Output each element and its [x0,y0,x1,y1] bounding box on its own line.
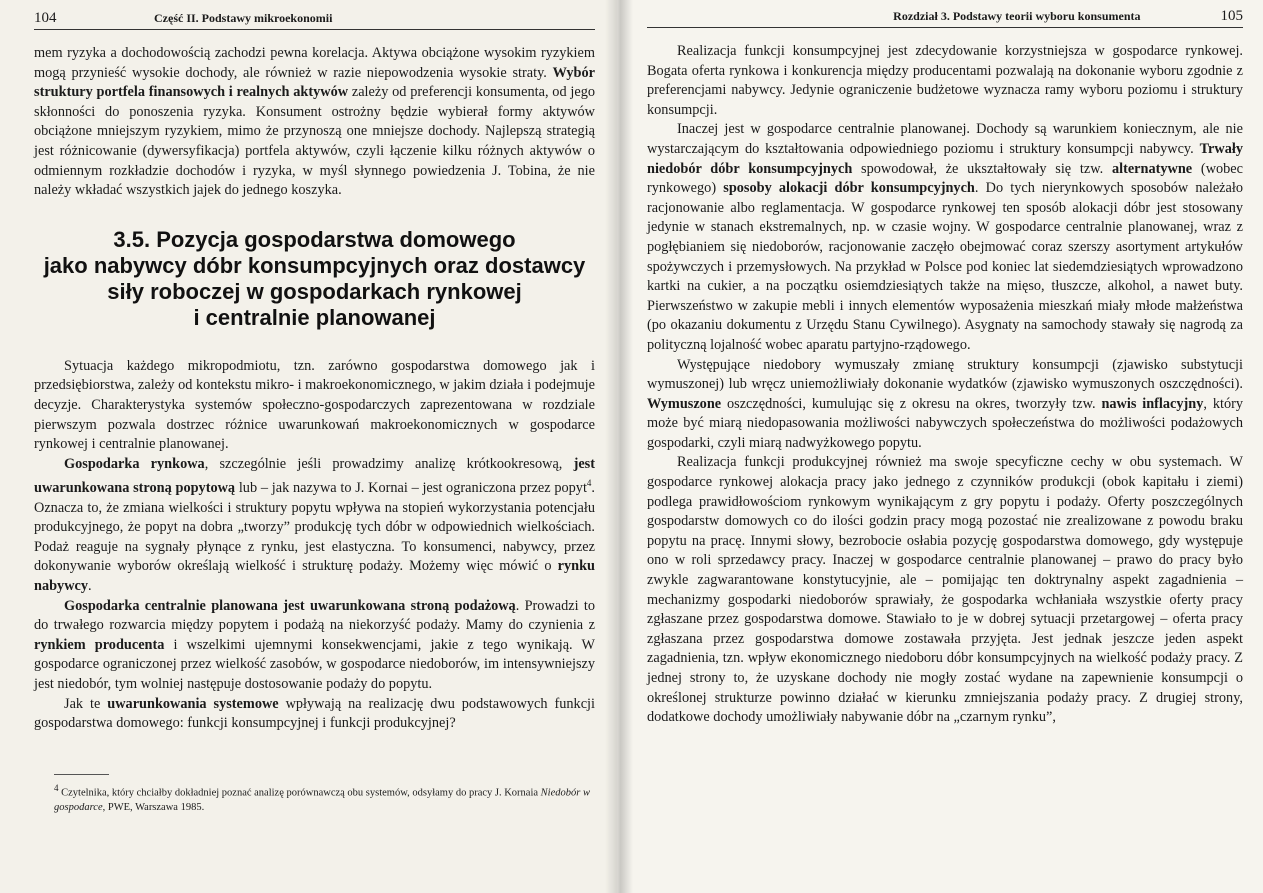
paragraph [34,597,595,695]
bold-term: rynkiem producenta [34,636,165,653]
paragraph [34,695,595,734]
bold-term: Gospodarka centralnie planowana jest uwarunkowana stroną podażową [64,597,516,614]
text-run: Występujące niedobory wymuszały zmianę struktury konsumpcji (zjawisko substytucji wymuszonej) lub wręcz uniemożliwiały dokonanie wydatków (zjawisko wymuszonych oszczędności). [647,356,1243,393]
right-page [617,0,1263,893]
text-run: mem ryzyka a dochodowością zachodzi pewna korelacja. Aktywa obciążone wysokim ryzykiem mogą przynieść wysokie dochody, ale również w razie niepowodzenia wysokie straty. [34,45,595,81]
text-run: . Oznacza to, że zmiana wielkości i struktury popytu wpływa na stopień wykorzystania potencjału produkcyjnego, że popyt na dobra „tworzy” produkcję tych dóbr w odpowiednich wielkościach. Podaż reaguje na sygnały płynące z rynku, jest elastyczna. To konsumenci, nabywcy, przez dokonywanie wyborów określają wielkość i strukturę podaży. Możemy więc mówić o [34,480,595,575]
running-head-title: Rozdział 3. Podstawy teorii wyboru konsumenta [893,9,1141,23]
text-run: , PWE, Warszawa 1985. [102,802,205,814]
text-run: i wszelkimi ujemnymi konsekwencjami, jakie z tego wynikają. W gospodarce ograniczonej przez wielkość zasobów, w gospodarce niedoborów, im intensywniejszy jest niedobór, tym wolniej następuje dostosowanie podaży do popytu. [34,636,595,693]
text-run: . Do tych nierynkowych sposobów należało racjonowanie albo reglamentacja. W gospodarce rynkowej ten sposób alokacji dóbr jest stosowany jedynie w stanach ekstremalnych, np. w czasie wojny. W gospodarce centralnie planowanej, wraz z pogłębianiem się niedoborów, racjonowanie zaczęło obejmować coraz szerszy asortyment artykułów spożywczych i przemysłowych. Na przykład w Polsce pod koniec lat siedemdziesiątych wprowadzono kartki na cukier, a na początku osiemdziesiątych także na mięso, tłuszcze, alkohol, a nawet buty. Pierwszeństwo w zakupie mebli i innych elementów wyposażenia mieszkań miały młode małżeństwa (po okazaniu dokumentu z Urzędu Stanu Cywilnego). Asygnaty na samochody stawały się nagrodą za polityczną lojalność wobec aparatu partyjno-rządowego. [647,180,1243,353]
heading-line: jako nabywcy dóbr konsumpcyjnych oraz dostawcy [43,252,586,278]
heading-line: siły roboczej w gospodarkach rynkowej [107,278,522,304]
paragraph [647,42,1243,120]
bold-term: sposoby alokacji dóbr konsumpcyjnych [723,180,975,197]
bold-term: jest uwarunkowana stroną popytową [34,455,596,497]
bold-term: nawis inflacyjny [1101,395,1204,412]
text-run: . Prowadzi to do trwałego rozwarcia między popytem i podażą na niekorzyść podaży. Mamy do czynienia z [34,597,595,634]
text-run: Jak te [64,695,108,712]
text-run: (wobec rynkowego) [647,160,1244,197]
text-run: , szczególnie jeśli prowadzimy analizę krótkookresową, [204,455,574,472]
bold-term: Wymuszone [647,395,722,412]
footnote-ref: 4 [54,782,59,793]
text-run: lub – jak nazywa to J. Kornai – jest ograniczona przez popyt [235,480,587,497]
text-run: Realizacja funkcji produkcyjnej również ma swoje specyficzne cechy w obu systemach. W gospodarce rynkowej alokacja pracy jako jednego z czynników produkcji (obok kapitału i ziemi) podlega prawidłowościom rynkowym wynikającym z gry popytu i podaży. Oferty poszczególnych gospodarstw domowych co do ilości godzin pracy mogą pozostać nie zrealizowane z powodu braku popytu na pracę. Innymi słowy, bezrobocie osłabia pozycję gospodarstwa domowego, gdy występuje ono w roli sprzedawcy pracy. Inaczej w gospodarce centralnie planowanej – prawo do pracy było zwykle zagwarantowane konstytucyjnie, ale – pomijając ten doktrynalny aspekt zagadnienia – mechanizmy gospodarki niedoborów sprawiały, że gospodarka wchłaniała wszystkie oferty pracy zgłaszane przez gospodarstwa domowe. Stawiało to je w dobrej sytuacji przetargowej – oferta pracy zgłaszana przez gospodarstwa domowe zostawała przyjęta. Jest jednak jeszcze jeden aspekt zagadnienia, tzn. wpływ ekonomicznego niedoboru dóbr konsumpcyjnych na wielkość podaży pracy. Z jednej strony to, że uzyskane dochody nie mogły zostać wydane na zapewnienie konsumpcji o określonej strukturze powinno działać w kierunku zmniejszania podaży pracy. Z drugiej strony, dodatkowe dochody umożliwiały nabywanie dóbr na „czarnym rynku”, [647,454,1243,726]
text-run: . [88,578,92,595]
bold-term: Trwały niedobór dóbr konsumpcyjnych [647,140,1243,177]
text-run: wpływają na realizację dwu podstawowych funkcji gospodarstwa domowego: funkcji konsumpcyjnej i funkcji produkcyjnej? [34,695,595,732]
left-page [0,0,617,893]
paragraph [34,455,595,597]
text-run: spowodował, że ukształtowały się tzw. [852,160,1112,177]
text-run: , który może być miarą niedopasowania możliwości nabywczych społeczeństwa do możliwości podażowych gospodarki, czyli miarą nadwyżkowego popytu. [647,395,1244,451]
bold-term: alternatywne [1111,160,1193,177]
bold-term: rynku nabywcy [34,558,595,595]
paragraph [34,44,595,201]
paragraph [647,356,1243,454]
paragraph [34,357,595,455]
bold-term: Gospodarka rynkowa [64,455,205,472]
bold-term: Wybór struktury portfela finansowych i realnych aktywów [34,64,595,101]
footnote [34,781,595,816]
heading-line: 3.5. Pozycja gospodarstwa domowego [113,226,516,252]
book-gutter-shadow [605,0,633,893]
footnote-divider [54,774,109,775]
text-run: Realizacja funkcji konsumpcyjnej jest zdecydowanie korzystniejsza w gospodarce rynkowej. Bogata oferta rynkowa i konkurencja między producentami pozwalają na dokonanie wyboru zgodnie z preferencjami nabywcy. Jedynie ograniczenie budżetowe wyznacza ramy wyboru poziomu i struktury konsumpcji. [647,43,1243,118]
running-head-left [34,10,595,30]
text-run: zależy od preferencji konsumenta, od jego skłonności do ponoszenia ryzyka. Konsument ostrożny będzie wybierał formy aktywów obciążone mniejszym ryzykiem, mimo że przynoszą one mniejsze dochody. Najlepszą strategią jest różnicowanie (dywersyfikacja) portfela aktywów, czyli łączenie kilku różnych aktywów o odmiennym rozkładzie dochodów i ryzyka, w myśl słynnego powiedzenia J. Tobina, że nie należy wkładać wszystkich jajek do jednego koszyka. [34,84,595,199]
section-heading [34,227,595,331]
text-run: oszczędności, kumulując się z okresu na okres, tworzyły tzw. [721,395,1102,412]
page-number: 104 [34,10,57,26]
running-head-right [647,8,1243,28]
paragraph [647,453,1243,727]
bold-term: uwarunkowania systemowe [107,695,279,712]
text-run: Sytuacja każdego mikropodmiotu, tzn. zarówno gospodarstwa domowego jak i przedsiębiorstwa, zależy od kontekstu mikro- i makroekonomicznego, w jakim działa i podejmuje decyzje. Charakterystyka systemów społeczno-gospodarczych zaprezentowana w rozdziale pierwszym pozwala dostrzec różnice uwarunkowań makroekonomicznych w gospodarce rynkowej i centralnie planowanej. [34,357,595,453]
running-head-title: Część II. Podstawy mikroekonomii [154,11,333,25]
footnote-ref: 4 [586,478,592,489]
heading-line: i centralnie planowanej [193,304,436,330]
text-run: Inaczej jest w gospodarce centralnie planowanej. Dochody są warunkiem koniecznym, ale nie wystarczającym do kształtowania odpowiedniego poziomu i struktury konsumpcji nabywcy. [647,121,1243,157]
italic-title: Niedobór w gospodarce [54,787,590,814]
text-run: Czytelnika, który chciałby dokładniej poznać analizę porównawczą obu systemów, odsyłamy do pracy J. Kornaia [58,787,541,799]
page-number: 105 [1220,8,1243,24]
paragraph [647,120,1243,355]
